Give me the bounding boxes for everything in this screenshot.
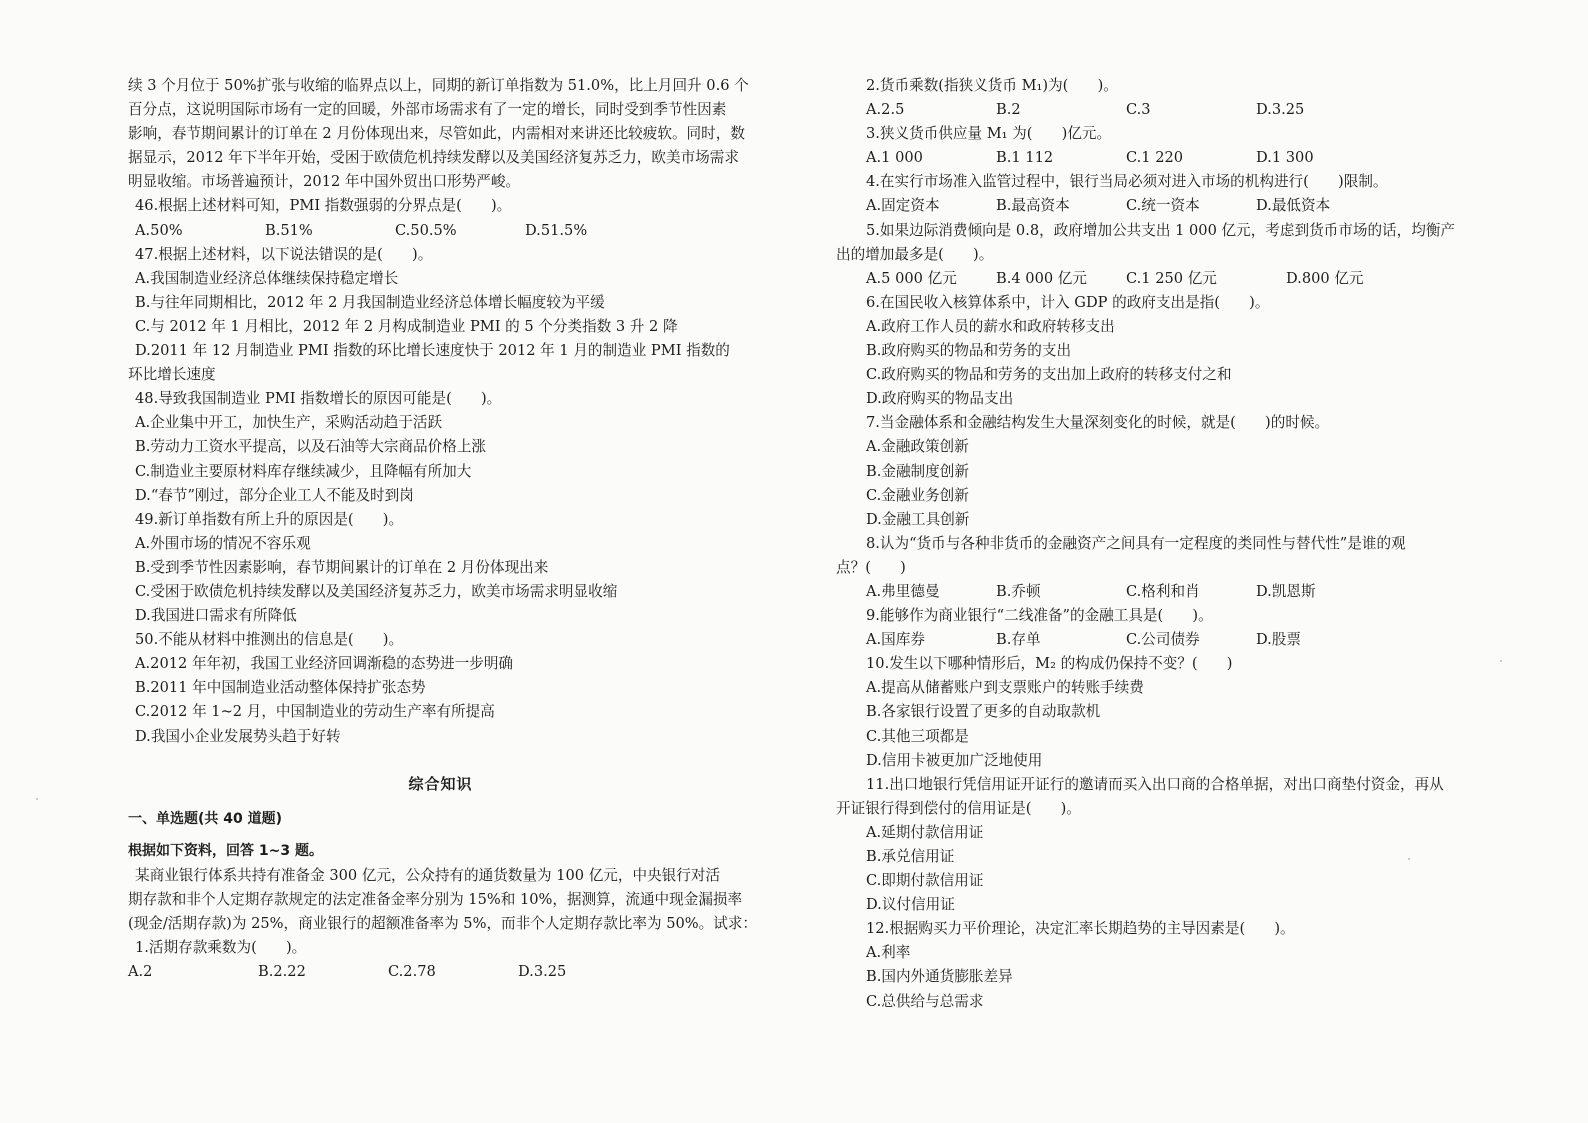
question-7 — [836, 411, 1484, 531]
option-row — [836, 267, 1484, 291]
question-1 — [128, 936, 753, 984]
option-a: A.国库券 — [866, 631, 925, 649]
question-4 — [836, 170, 1484, 218]
option-d: D.金融工具创新 — [866, 510, 970, 528]
option-b: B.与往年同期相比，2012 年 2 月我国制造业经济总体增长幅度较为平缓 — [135, 293, 605, 311]
part-title: 一、单选题(共 40 道题) — [128, 810, 283, 827]
question-stem: 50.不能从材料中推测出的信息是( )。 — [135, 631, 404, 649]
text-line: 明显收缩。市场普遍预计，2012 年中国外贸出口形势严峻。 — [128, 173, 521, 191]
question-9 — [836, 604, 1484, 652]
option-b: B.存单 — [996, 631, 1041, 649]
question-stem: 11.出口地银行凭信用证开证行的邀请而买入出口商的合格单据，对出口商垫付资金，再从 — [866, 775, 1444, 793]
left-column — [128, 74, 758, 984]
option-a: A.外围市场的情况不容乐观 — [135, 534, 311, 552]
question-stem: 1.活期存款乘数为( )。 — [135, 938, 307, 956]
option-d: D.政府购买的物品支出 — [866, 390, 1014, 408]
question-stem: 8.认为“货币与各种非货币的金融资产之间具有一定程度的类同性与替代性”是谁的观 — [866, 534, 1406, 552]
option-b: B.乔顿 — [996, 582, 1041, 600]
option-row — [836, 628, 1484, 652]
question-stem: 2.货币乘数(指狭义货币 M₁)为( )。 — [866, 77, 1118, 94]
option-c: C.1 220 — [1126, 149, 1184, 167]
option-d: D.最低资本 — [1256, 197, 1331, 215]
text-line: (现金/活期存款)为 25%，商业银行的超额准备率为 5%，而非个人定期存款比率为 50%。试求： — [128, 914, 758, 932]
material-paragraph — [128, 864, 758, 936]
option-c: C.制造业主要原材料库存继续减少，且降幅有所加大 — [135, 462, 472, 480]
question-49 — [128, 508, 753, 628]
option-d: D.议付信用证 — [866, 896, 955, 914]
question-12 — [836, 917, 1484, 1013]
option-d: D.信用卡被更加广泛地使用 — [866, 751, 1043, 769]
question-8 — [836, 532, 1484, 604]
option-a: A.5 000 亿元 — [866, 269, 957, 287]
text-line: 某商业银行体系共持有准备金 300 亿元，公众持有的通货数量为 100 亿元，中央银行对活 — [135, 866, 721, 884]
option-b: B.2011 年中国制造业活动整体保持扩张态势 — [135, 679, 426, 697]
option-c: C.2012 年 1~2 月，中国制造业的劳动生产率有所提高 — [135, 703, 495, 721]
option-d: D.2011 年 12 月制造业 PMI 指数的环比增长速度快于 2012 年 1 月的制造业 PMI 指数的 — [135, 342, 730, 360]
question-10 — [836, 652, 1484, 772]
option-a: A.延期付款信用证 — [866, 823, 984, 841]
text-line: 期存款和非个人定期存款规定的法定准备金率分别为 15%和 10%，据测算，流通中现金漏损率 — [128, 890, 743, 908]
option-c: C.50.5% — [395, 221, 457, 239]
option-c: C.其他三项都是 — [866, 727, 969, 745]
question-stem: 46.根据上述材料可知，PMI 指数强弱的分界点是( )。 — [135, 197, 512, 215]
question-stem: 5.如果边际消费倾向是 0.8，政府增加公共支出 1 000 亿元，考虑到货币市场的话，均衡产 — [866, 221, 1456, 239]
option-b: B.2.22 — [258, 963, 306, 980]
section-title: 综合知识 — [408, 774, 473, 793]
scan-speck — [36, 798, 38, 800]
option-c: C.与 2012 年 1 月相比，2012 年 2 月构成制造业 PMI 的 5 个分类指数 3 升 2 降 — [135, 317, 678, 335]
option-d: D.51.5% — [525, 221, 588, 239]
question-stem: 48.导致我国制造业 PMI 指数增长的原因可能是( )。 — [135, 390, 502, 408]
question-stem: 9.能够作为商业银行“二线准备”的金融工具是( )。 — [866, 607, 1213, 625]
option-a: A.提高从储蓄账户到支票账户的转账手续费 — [866, 679, 1144, 697]
option-c: C.受困于欧债危机持续发酵以及美国经济复苏乏力，欧美市场需求明显收缩 — [135, 582, 618, 600]
option-d-continued: 环比增长速度 — [128, 366, 216, 384]
option-row — [836, 98, 1484, 122]
option-a: A.1 000 — [866, 149, 923, 167]
question-stem: 49.新订单指数有所上升的原因是( )。 — [135, 510, 404, 528]
question-5 — [836, 219, 1484, 291]
option-row — [836, 580, 1484, 604]
option-c: C.统一资本 — [1126, 197, 1200, 215]
option-a: A.政府工作人员的薪水和政府转移支出 — [866, 317, 1115, 335]
option-b: B.受到季节性因素影响，春节期间累计的订单在 2 月份体现出来 — [135, 558, 549, 576]
option-d: D.凯恩斯 — [1256, 582, 1316, 600]
question-stem-continued: 点？( ) — [836, 558, 906, 576]
question-stem-continued: 出的增加最多是( )。 — [836, 245, 994, 263]
option-a: A.利率 — [866, 944, 911, 962]
option-b: B.劳动力工资水平提高，以及石油等大宗商品价格上涨 — [135, 438, 487, 456]
option-b: B.4 000 亿元 — [996, 269, 1087, 287]
option-b: B.政府购买的物品和劳务的支出 — [866, 342, 1072, 360]
option-c: C.金融业务创新 — [866, 486, 969, 504]
option-b: B.国内外通货膨胀差异 — [866, 968, 1013, 986]
option-b: B.金融制度创新 — [866, 462, 969, 480]
option-c: C.3 — [1126, 101, 1151, 119]
option-d: D.我国小企业发展势头趋于好转 — [135, 727, 341, 745]
text-line: 据显示，2012 年下半年开始，受困于欧债危机持续发酵以及美国经济复苏乏力，欧美市场需求 — [128, 149, 739, 167]
question-6 — [836, 291, 1484, 411]
option-c: C.总供给与总需求 — [866, 992, 984, 1010]
option-d: D.“春节”刚过，部分企业工人不能及时到岗 — [135, 486, 414, 504]
option-c: C.1 250 亿元 — [1126, 269, 1217, 287]
question-50 — [128, 628, 753, 748]
option-c: C.公司债券 — [1126, 631, 1200, 649]
right-column — [836, 74, 1484, 1014]
option-b: B.承兑信用证 — [866, 848, 955, 865]
option-b: B.51% — [265, 221, 313, 239]
question-stem: 47.根据上述材料，以下说法错误的是( )。 — [135, 245, 433, 263]
option-c: C.即期付款信用证 — [866, 872, 984, 890]
option-c: C.格利和肖 — [1126, 582, 1200, 600]
question-2 — [836, 74, 1484, 122]
option-row — [128, 960, 753, 984]
option-b: B.1 112 — [996, 149, 1054, 167]
option-a: A.弗里德曼 — [866, 582, 940, 600]
option-row — [836, 146, 1484, 170]
option-b: B.最高资本 — [996, 197, 1070, 215]
option-a: A.企业集中开工，加快生产，采购活动趋于活跃 — [135, 414, 443, 432]
question-stem-continued: 开证银行得到偿付的信用证是( )。 — [836, 799, 1081, 817]
option-d: D.3.25 — [1256, 101, 1305, 119]
option-a: A.50% — [135, 221, 183, 239]
option-a: A.2 — [128, 963, 153, 980]
option-d: D.800 亿元 — [1286, 269, 1364, 287]
question-46 — [128, 194, 753, 242]
option-d: D.1 300 — [1256, 149, 1314, 167]
option-c: C.2.78 — [388, 963, 436, 980]
question-47 — [128, 243, 753, 388]
material-intro: 根据如下资料，回答 1~3 题。 — [128, 842, 323, 859]
question-3 — [836, 122, 1484, 170]
question-stem: 7.当金融体系和金融结构发生大量深刻变化的时候，就是( )的时候。 — [866, 414, 1330, 432]
option-row — [128, 219, 753, 243]
option-row — [836, 194, 1484, 218]
text-line: 影响，春节期间累计的订单在 2 月份体现出来，尽管如此，内需相对来讲还比较疲软。同时，数 — [128, 125, 745, 143]
option-c: C.政府购买的物品和劳务的支出加上政府的转移支付之和 — [866, 366, 1232, 384]
text-line: 百分点，这说明国际市场有一定的回暖，外部市场需求有了一定的增长，同时受到季节性因素 — [128, 101, 727, 119]
option-a: A.我国制造业经济总体继续保持稳定增长 — [135, 269, 399, 287]
text-line: 续 3 个月位于 50%扩张与收缩的临界点以上，同期的新订单指数为 51.0%，比上月回升 0.6 个 — [128, 77, 749, 94]
question-stem: 6.在国民收入核算体系中，计入 GDP 的政府支出是指( )。 — [866, 293, 1270, 311]
intro-paragraph — [128, 74, 753, 194]
question-11 — [836, 773, 1484, 918]
scan-speck — [1408, 858, 1410, 860]
option-d: D.3.25 — [518, 963, 567, 980]
option-a: A.固定资本 — [866, 197, 940, 215]
option-a: A.2012 年年初，我国工业经济回调渐稳的态势进一步明确 — [135, 655, 514, 673]
option-a: A.2.5 — [866, 101, 905, 119]
question-stem: 3.狭义货币供应量 M₁ 为( )亿元。 — [866, 125, 1112, 143]
option-d: D.我国进口需求有所降低 — [135, 607, 297, 625]
option-d: D.股票 — [1256, 631, 1302, 649]
option-b: B.各家银行设置了更多的自动取款机 — [866, 703, 1101, 721]
question-48 — [128, 387, 753, 507]
question-stem: 4.在实行市场准入监管过程中，银行当局必须对进入市场的机构进行( )限制。 — [866, 173, 1388, 191]
scan-speck — [1500, 660, 1502, 662]
option-a: A.金融政策创新 — [866, 438, 969, 456]
option-b: B.2 — [996, 101, 1021, 119]
question-stem: 12.根据购买力平价理论，决定汇率长期趋势的主导因素是( )。 — [866, 920, 1295, 938]
question-stem: 10.发生以下哪种情形后，M₂ 的构成仍保持不变？( ) — [866, 655, 1233, 673]
